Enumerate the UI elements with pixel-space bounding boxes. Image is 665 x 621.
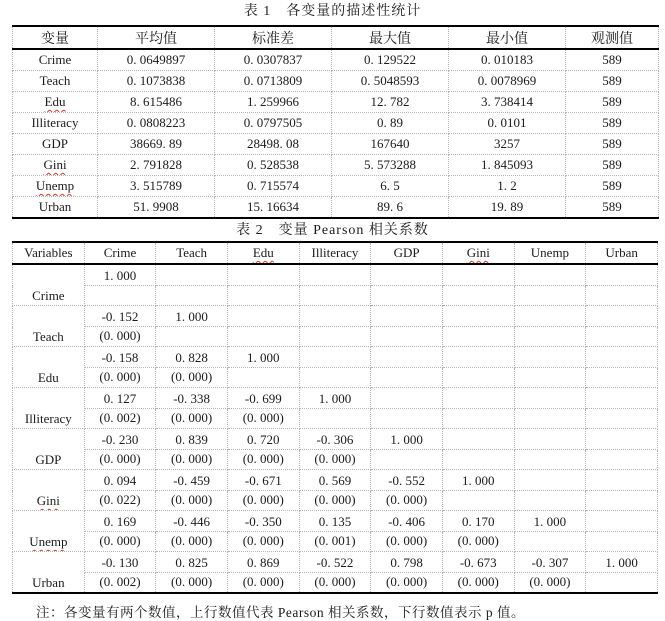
stat-value: 589: [566, 113, 659, 134]
table1-header-row: [13, 26, 659, 49]
correlation-value: -0. 406: [371, 511, 443, 532]
correlation-value: 1. 000: [371, 429, 443, 450]
p-value: [442, 409, 514, 429]
p-value: [514, 532, 586, 552]
row-label: Teach: [13, 306, 85, 347]
column-header: Urban: [586, 242, 658, 264]
stat-value: 589: [566, 155, 659, 176]
table1-body: [13, 49, 659, 218]
table1-title: 表 1 各变量的描述性统计: [243, 4, 422, 19]
correlation-value: 0. 569: [299, 470, 371, 491]
p-value: (0. 000): [371, 532, 443, 552]
correlation-value-row: [13, 347, 658, 368]
column-header: Teach: [156, 242, 228, 264]
stat-value: 0. 0649897: [98, 49, 215, 71]
p-value: (0. 000): [371, 491, 443, 511]
p-value: [442, 491, 514, 511]
p-value: [371, 409, 443, 429]
p-value: (0. 000): [84, 327, 156, 347]
correlation-value: 1. 000: [442, 470, 514, 491]
row-label: Teach: [13, 71, 98, 92]
column-header: [227, 242, 299, 264]
p-value-row: [13, 409, 658, 429]
p-value: [227, 327, 299, 347]
stat-value: 3. 738414: [449, 92, 566, 113]
stat-value: 0. 1073838: [98, 71, 215, 92]
p-value: [586, 532, 658, 552]
misspelled-word: Unemp: [29, 534, 68, 549]
correlation-value: -0. 673: [442, 552, 514, 573]
stat-value: 1. 2: [449, 176, 566, 197]
correlation-value: -0. 338: [156, 388, 228, 409]
correlation-value: [442, 388, 514, 409]
stat-value: 0. 129522: [332, 49, 449, 71]
correlation-value: -0. 522: [299, 552, 371, 573]
p-value-row: [13, 532, 658, 552]
correlation-value: 1. 000: [156, 306, 228, 327]
p-value: [586, 573, 658, 594]
stat-value: 28498. 08: [215, 134, 332, 155]
p-value: (0. 000): [442, 532, 514, 552]
correlation-value: [514, 388, 586, 409]
p-value: [442, 368, 514, 388]
stat-value: 38669. 89: [98, 134, 215, 155]
correlation-value: 0. 169: [84, 511, 156, 532]
column-header: GDP: [371, 242, 443, 264]
correlation-value: 0. 127: [84, 388, 156, 409]
correlation-value-row: [13, 552, 658, 573]
p-value: [514, 286, 586, 306]
p-value: (0. 000): [299, 491, 371, 511]
stat-value: 0. 0713809: [215, 71, 332, 92]
correlation-value: [586, 388, 658, 409]
p-value: [299, 368, 371, 388]
p-value: [299, 409, 371, 429]
p-value: [227, 286, 299, 306]
p-value: (0. 000): [299, 450, 371, 470]
correlation-value: 1. 000: [84, 264, 156, 286]
table-row: [13, 197, 659, 219]
misspelled-word: Gini: [43, 157, 67, 172]
table2-header-row: [13, 242, 658, 264]
column-header: 观测值: [566, 26, 659, 49]
correlation-value: [371, 264, 443, 286]
p-value: (0. 000): [371, 573, 443, 594]
p-value: [371, 368, 443, 388]
row-label: Edu: [13, 347, 85, 388]
correlation-value: -0. 158: [84, 347, 156, 368]
p-value: [371, 450, 443, 470]
p-value: (0. 001): [299, 532, 371, 552]
correlation-value: [514, 429, 586, 450]
correlation-value-row: [13, 388, 658, 409]
correlation-value: [586, 429, 658, 450]
stat-value: 0. 0797505: [215, 113, 332, 134]
p-value: (0. 000): [156, 532, 228, 552]
stat-value: 8. 615486: [98, 92, 215, 113]
p-value: [84, 286, 156, 306]
row-label: GDP: [13, 134, 98, 155]
column-header: Variables: [13, 242, 85, 264]
correlation-value: -0. 350: [227, 511, 299, 532]
correlation-value: -0. 307: [514, 552, 586, 573]
p-value: (0. 000): [84, 532, 156, 552]
column-header: Unemp: [514, 242, 586, 264]
stat-value: 589: [566, 92, 659, 113]
correlation-value: -0. 671: [227, 470, 299, 491]
table-row: [13, 92, 659, 113]
table-row: [13, 176, 659, 197]
row-label: [13, 470, 85, 511]
correlation-value: [371, 347, 443, 368]
column-header: 标准差: [215, 26, 332, 49]
stat-value: 0. 0808223: [98, 113, 215, 134]
column-header: 变量: [13, 26, 98, 49]
p-value: [442, 450, 514, 470]
correlation-value: -0. 552: [371, 470, 443, 491]
p-value: [371, 286, 443, 306]
table-row: [13, 49, 659, 71]
p-value: [586, 491, 658, 511]
p-value: [442, 327, 514, 347]
misspelled-word: Unemp: [35, 178, 75, 193]
p-value: [514, 450, 586, 470]
correlation-value: -0. 446: [156, 511, 228, 532]
correlation-value: -0. 459: [156, 470, 228, 491]
misspelled-word: Edu: [252, 245, 274, 260]
p-value: [586, 450, 658, 470]
correlation-value-row: [13, 429, 658, 450]
row-label: Crime: [13, 49, 98, 71]
p-value: [299, 327, 371, 347]
table2-body: [13, 264, 658, 593]
correlation-value: [514, 470, 586, 491]
correlation-value: 0. 828: [156, 347, 228, 368]
correlation-value: [227, 264, 299, 286]
stat-value: 0. 528538: [215, 155, 332, 176]
correlation-value: 0. 825: [156, 552, 228, 573]
stat-value: 589: [566, 197, 659, 219]
correlation-value-row: [13, 306, 658, 327]
row-label: [13, 176, 98, 197]
p-value: (0. 000): [514, 573, 586, 594]
p-value: [586, 409, 658, 429]
row-label: [13, 511, 85, 552]
p-value: (0. 002): [84, 573, 156, 594]
column-header: Crime: [84, 242, 156, 264]
stat-value: 167640: [332, 134, 449, 155]
p-value: (0. 002): [84, 409, 156, 429]
correlation-value: 0. 170: [442, 511, 514, 532]
table-row: [13, 113, 659, 134]
stat-value: 589: [566, 71, 659, 92]
correlation-value: [442, 347, 514, 368]
p-value: (0. 000): [227, 532, 299, 552]
correlation-value-row: [13, 511, 658, 532]
p-value: (0. 000): [84, 368, 156, 388]
p-value: [371, 327, 443, 347]
stat-value: 0. 0078969: [449, 71, 566, 92]
p-value: (0. 000): [156, 368, 228, 388]
p-value: (0. 000): [227, 573, 299, 594]
column-header: 平均值: [98, 26, 215, 49]
stat-value: 2. 791828: [98, 155, 215, 176]
stat-value: 12. 782: [332, 92, 449, 113]
correlation-value: 0. 720: [227, 429, 299, 450]
row-label: [13, 92, 98, 113]
correlation-value: [586, 306, 658, 327]
p-value: (0. 000): [156, 409, 228, 429]
correlation-value: 0. 869: [227, 552, 299, 573]
correlation-value: -0. 152: [84, 306, 156, 327]
table-row: [13, 155, 659, 176]
stat-value: 0. 715574: [215, 176, 332, 197]
stat-value: 1. 259966: [215, 92, 332, 113]
correlation-value: [586, 511, 658, 532]
correlation-value: [586, 347, 658, 368]
p-value: [586, 327, 658, 347]
p-value-row: [13, 327, 658, 347]
p-value: [227, 368, 299, 388]
table1-descriptive-stats: [12, 25, 659, 219]
p-value-row: [13, 286, 658, 306]
column-header: 最小值: [449, 26, 566, 49]
stat-value: 0. 0101: [449, 113, 566, 134]
p-value: [514, 327, 586, 347]
stat-value: 89. 6: [332, 197, 449, 219]
stat-value: 0. 89: [332, 113, 449, 134]
correlation-value: [442, 264, 514, 286]
p-value: (0. 000): [227, 409, 299, 429]
p-value: (0. 000): [299, 573, 371, 594]
row-label: Illiteracy: [13, 388, 85, 429]
stat-value: 0. 010183: [449, 49, 566, 71]
p-value: (0. 000): [156, 491, 228, 511]
misspelled-word: Gini: [466, 245, 490, 260]
correlation-value: [299, 264, 371, 286]
column-header: Illiteracy: [299, 242, 371, 264]
p-value-row: [13, 450, 658, 470]
stat-value: 0. 5048593: [332, 71, 449, 92]
misspelled-word: Gini: [36, 493, 60, 508]
p-value: [442, 286, 514, 306]
correlation-value-row: [13, 264, 658, 286]
correlation-value: [371, 306, 443, 327]
correlation-value: [227, 306, 299, 327]
p-value: [514, 491, 586, 511]
table-row: [13, 71, 659, 92]
correlation-value: 0. 094: [84, 470, 156, 491]
correlation-value: [442, 306, 514, 327]
stat-value: 589: [566, 176, 659, 197]
p-value: (0. 000): [227, 491, 299, 511]
correlation-value: 1. 000: [227, 347, 299, 368]
p-value: (0. 000): [227, 450, 299, 470]
correlation-value: [299, 306, 371, 327]
stat-value: 1. 845093: [449, 155, 566, 176]
p-value: [586, 368, 658, 388]
p-value-row: [13, 368, 658, 388]
p-value-row: [13, 491, 658, 511]
row-label: Urban: [13, 552, 85, 594]
table2-footnote: 注：各变量有两个数值，上行数值代表 Pearson 相关系数，下行数值表示 p 值。: [36, 605, 525, 620]
correlation-value: -0. 230: [84, 429, 156, 450]
correlation-value: [514, 264, 586, 286]
correlation-value: 1. 000: [514, 511, 586, 532]
row-label: GDP: [13, 429, 85, 470]
table2-pearson-correlation: [12, 241, 658, 594]
stat-value: 0. 0307837: [215, 49, 332, 71]
correlation-value: [586, 470, 658, 491]
p-value: (0. 022): [84, 491, 156, 511]
correlation-value: [586, 264, 658, 286]
correlation-value: 0. 798: [371, 552, 443, 573]
correlation-value: 0. 135: [299, 511, 371, 532]
p-value: (0. 000): [84, 450, 156, 470]
table-row: [13, 134, 659, 155]
row-label: Illiteracy: [13, 113, 98, 134]
correlation-value: [156, 264, 228, 286]
table2-title: 表 2 变量 Pearson 相关系数: [236, 223, 429, 238]
column-header: 最大值: [332, 26, 449, 49]
stat-value: 3257: [449, 134, 566, 155]
correlation-value: [442, 429, 514, 450]
column-header: [442, 242, 514, 264]
stat-value: 51. 9908: [98, 197, 215, 219]
row-label: Crime: [13, 264, 85, 306]
misspelled-word: Edu: [44, 94, 66, 109]
stat-value: 589: [566, 49, 659, 71]
p-value: [514, 409, 586, 429]
correlation-value-row: [13, 470, 658, 491]
row-label: Urban: [13, 197, 98, 219]
stat-value: 5. 573288: [332, 155, 449, 176]
correlation-value: 0. 839: [156, 429, 228, 450]
correlation-value: 1. 000: [299, 388, 371, 409]
correlation-value: [299, 347, 371, 368]
row-label: [13, 155, 98, 176]
stat-value: 3. 515789: [98, 176, 215, 197]
correlation-value: -0. 306: [299, 429, 371, 450]
stat-value: 589: [566, 134, 659, 155]
p-value: (0. 000): [442, 573, 514, 594]
correlation-value: [514, 347, 586, 368]
correlation-value: 1. 000: [586, 552, 658, 573]
correlation-value: -0. 699: [227, 388, 299, 409]
correlation-value: [371, 388, 443, 409]
p-value: [586, 286, 658, 306]
p-value: [299, 286, 371, 306]
p-value: (0. 000): [156, 450, 228, 470]
p-value: [514, 368, 586, 388]
p-value-row: [13, 573, 658, 594]
p-value: [156, 286, 228, 306]
stat-value: 19. 89: [449, 197, 566, 219]
correlation-value: -0. 130: [84, 552, 156, 573]
correlation-value: [514, 306, 586, 327]
p-value: [156, 327, 228, 347]
stat-value: 15. 16634: [215, 197, 332, 219]
p-value: (0. 000): [156, 573, 228, 594]
stat-value: 6. 5: [332, 176, 449, 197]
